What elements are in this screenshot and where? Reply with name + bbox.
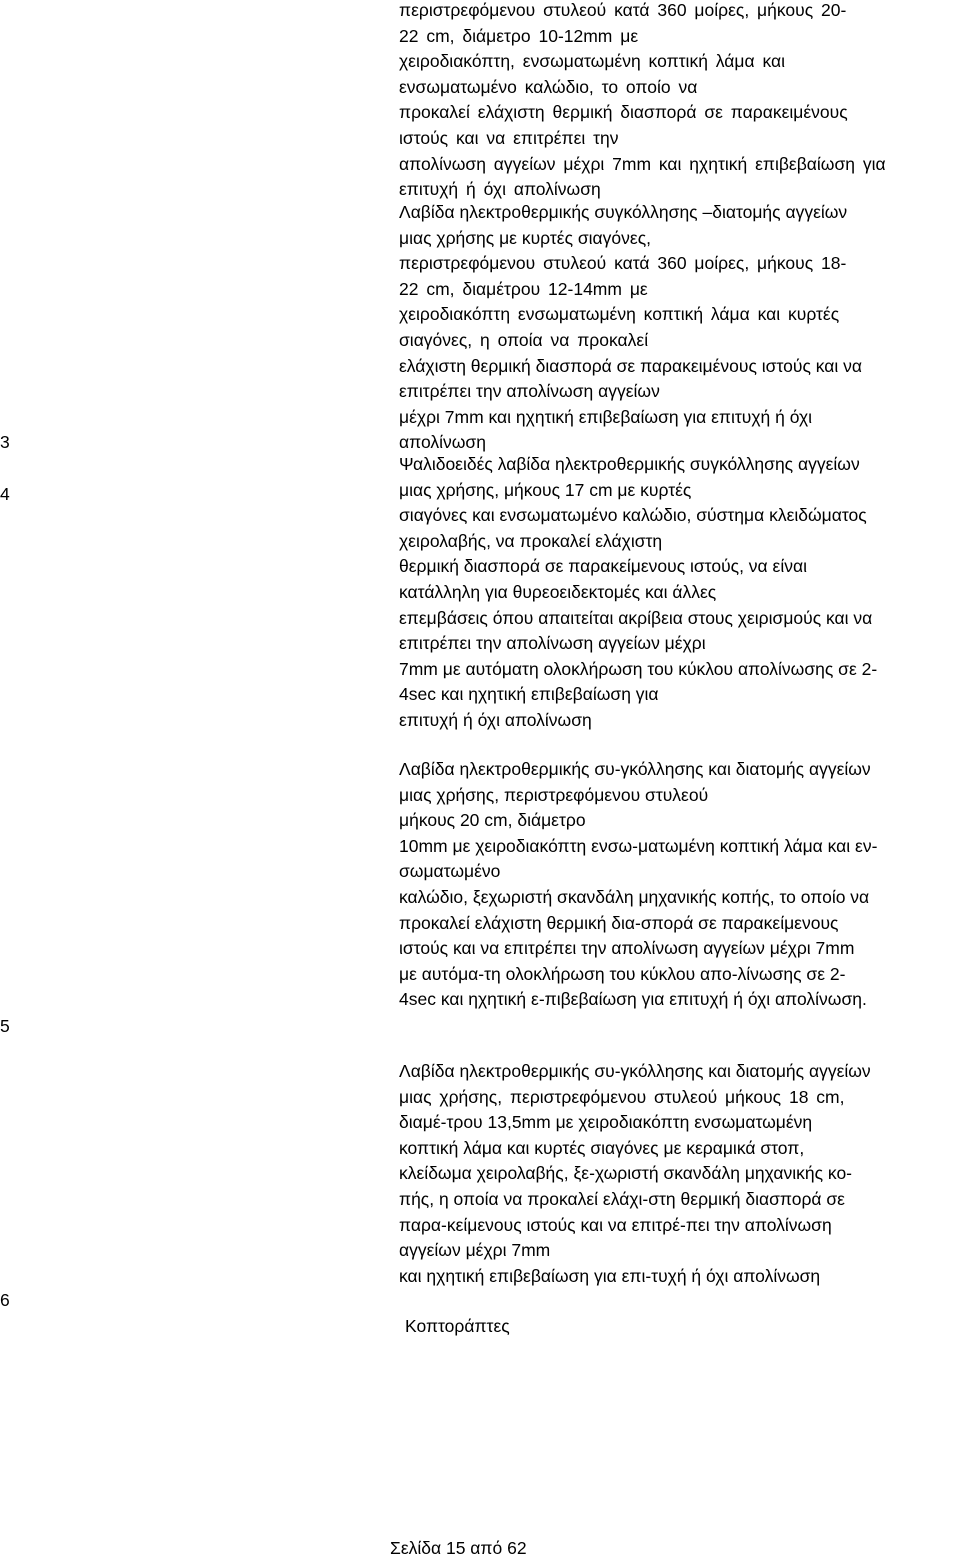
item-3-description xyxy=(399,200,955,456)
description-line: 4sec και ηχητική επιβεβαίωση για xyxy=(399,684,659,705)
description-line: κατάλληλη για θυρεοειδεκτομές και άλλες xyxy=(399,581,717,602)
description-line: αγγείων μέχρι 7mm xyxy=(399,1240,551,1261)
description-line: 4sec και ηχητική ε-πιβεβαίωση για επιτυχή ή όχι απολίνωση. xyxy=(399,989,867,1010)
description-line: σιαγόνες, η οποία να προκαλεί xyxy=(399,329,649,350)
description-line: Λαβίδα ηλεκτροθερμικής συγκόλλησης –διατομής αγγείων xyxy=(399,202,848,222)
section-heading xyxy=(405,1314,960,1340)
row-number-3: 3 xyxy=(0,432,10,452)
description-line: προκαλεί ελάχιστη θερμική δια-σπορά σε παρακείμενους xyxy=(399,912,839,933)
description-line: θερμική διασπορά σε παρακείμενους ιστούς, να είναι xyxy=(399,556,807,577)
description-line: επιτρέπει την απολίνωση αγγείων μέχρι xyxy=(399,633,706,654)
row-number-4: 4 xyxy=(0,484,10,504)
description-line: ενσωματωμένο καλώδιο, το οποίο να xyxy=(399,76,698,97)
item-5-description xyxy=(399,757,955,1013)
description-line: και ηχητική επιβεβαίωση για επι-τυχή ή όχι απολίνωση xyxy=(399,1265,821,1286)
row-number-6: 6 xyxy=(0,1290,10,1310)
description-line: 22 cm, διάμετρο 10-12mm με xyxy=(399,25,639,46)
description-line: 7mm με αυτόματη ολοκλήρωση του κύκλου απολίνωσης σε 2- xyxy=(399,658,878,679)
description-line: μιας χρήσης, μήκους 17 cm με κυρτές xyxy=(399,479,692,500)
description-line: απολίνωση xyxy=(399,432,486,453)
description-line: μήκους 20 cm, διάμετρο xyxy=(399,810,586,831)
row-number-5: 5 xyxy=(0,1016,10,1036)
description-line: ιστούς και να επιτρέπει την xyxy=(399,127,619,148)
description-line: 10mm με χειροδιακόπτη ενσω-ματωμένη κοπτική λάμα και εν- xyxy=(399,835,878,856)
description-line: διαμέ-τρου 13,5mm με χειροδιακόπτη ενσωματωμένη xyxy=(399,1112,813,1133)
item-4-description xyxy=(399,452,955,734)
description-line: απολίνωση αγγείων μέχρι 7mm και ηχητική επιβεβαίωση για xyxy=(399,153,886,174)
description-line: επεμβάσεις όπου απαιτείται ακρίβεια στους χειρισμούς και να xyxy=(399,607,873,628)
description-line: σιαγόνες και ενσωματωμένο καλώδιο, σύστημα κλειδώματος xyxy=(399,505,867,526)
description-line: επιτυχή ή όχι απολίνωση xyxy=(399,709,592,730)
description-line: μιας χρήσης, περιστρεφόμενου στυλεού μήκους 18 cm, xyxy=(399,1086,845,1107)
description-line: επιτρέπει την απολίνωση αγγείων xyxy=(399,381,660,402)
description-line: με αυτόμα-τη ολοκλήρωση του κύκλου απο-λίνωσης σε 2- xyxy=(399,963,846,984)
description-line: παρα-κείμενους ιστούς και να επιτρέ-πει την απολίνωση xyxy=(399,1214,832,1235)
description-line: καλώδιο, ξεχωριστή σκανδάλη μηχανικής κοπής, το οποίο να xyxy=(399,886,870,907)
page-footer: Σελίδα 15 από 62 xyxy=(390,1538,527,1558)
description-line: χειροδιακόπτη ενσωματωμένη κοπτική λάμα και κυρτές xyxy=(399,304,840,325)
description-line: Λαβίδα ηλεκτροθερμικής συ-γκόλλησης και διατομής αγγείων xyxy=(399,1061,871,1081)
description-line: πής, η οποία να προκαλεί ελάχι-στη θερμική διασπορά σε xyxy=(399,1188,845,1209)
description-line: επιτυχή ή όχι απολίνωση xyxy=(399,179,601,200)
description-line: ιστούς και να επιτρέπει την απολίνωση αγγείων μέχρι 7mm xyxy=(399,938,855,959)
description-line: προκαλεί ελάχιστη θερμική διασπορά σε παρακειμένους xyxy=(399,102,848,123)
description-line: σωματωμένο xyxy=(399,861,501,882)
description-line: Λαβίδα ηλεκτροθερμικής συ-γκόλλησης και διατομής αγγείων xyxy=(399,759,871,779)
description-line: χειροδιακόπτη, ενσωματωμένη κοπτική λάμα και xyxy=(399,51,785,72)
description-line: περιστρεφόμενου στυλεού κατά 360 μοίρες, μήκους 18- xyxy=(399,253,847,274)
description-line: κλείδωμα χειρολαβής, ξε-χωριστή σκανδάλη μηχανικής κο- xyxy=(399,1163,853,1184)
description-line: χειρολαβής, να προκαλεί ελάχιστη xyxy=(399,530,663,551)
description-line: Ψαλιδοειδές λαβίδα ηλεκτροθερμικής συγκόλλησης αγγείων xyxy=(399,454,860,474)
item-continued-description xyxy=(399,0,955,203)
section-heading-text: Κοπτοράπτες xyxy=(405,1316,510,1336)
description-line: ελάχιστη θερμική διασπορά σε παρακειμένους ιστούς και να xyxy=(399,355,863,376)
description-line: μιας χρήσης, περιστρεφόμενου στυλεού xyxy=(399,784,709,805)
item-6-description xyxy=(399,1059,955,1289)
description-line: μέχρι 7mm και ηχητική επιβεβαίωση για επιτυχή ή όχι xyxy=(399,406,813,427)
description-line: περιστρεφόμενου στυλεού κατά 360 μοίρες, μήκους 20- xyxy=(399,0,847,20)
description-line: 22 cm, διαμέτρου 12-14mm με xyxy=(399,278,648,299)
description-line: κοπτική λάμα και κυρτές σιαγόνες με κεραμικά στοπ, xyxy=(399,1137,805,1158)
description-line: μιας χρήσης με κυρτές σιαγόνες, xyxy=(399,227,652,248)
